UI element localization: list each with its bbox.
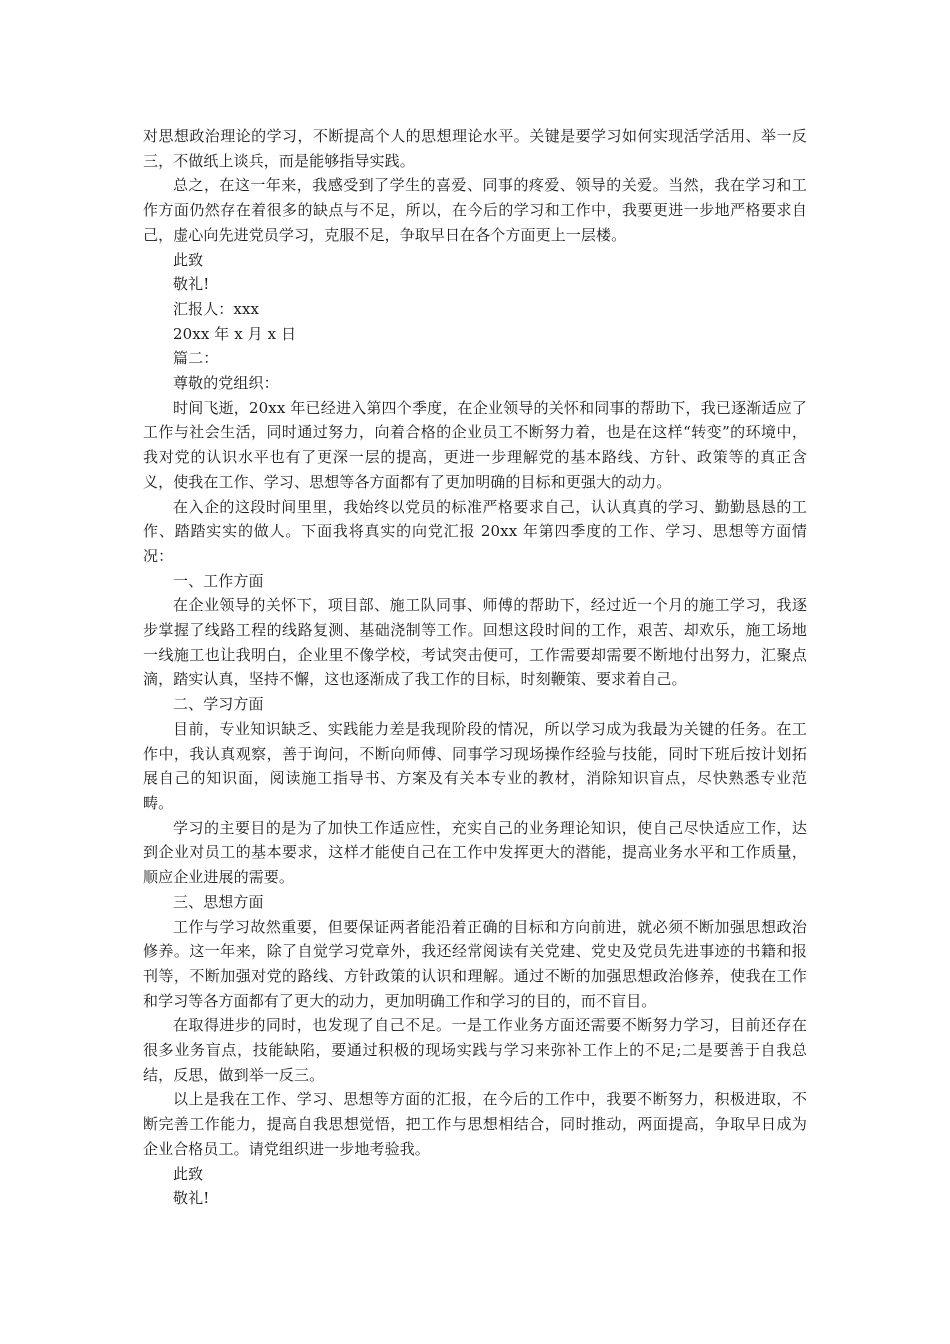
paragraph-0: 对思想政治理论的学习，不断提高个人的思想理论水平。关键是要学习如何实现活学活用、举一反三，不做纸上谈兵，而是能够指导实践。 bbox=[143, 127, 807, 170]
paragraph-10: 一、工作方面 bbox=[173, 571, 264, 590]
paragraph-17: 在取得进步的同时，也发现了自己不足。一是工作业务方面还需要不断努力学习，目前还存在很多业务盲点，技能缺陷，要通过积极的现场实践与学习来弥补工作上的不足;二是要善于自我总结，反思，做到举一反三。 bbox=[143, 1016, 807, 1084]
paragraph-3: 敬礼! bbox=[173, 275, 210, 294]
paragraph-8: 时间飞逝，20xx 年已经进入第四个季度，在企业领导的关怀和同事的帮助下，我已逐渐适应了工作与社会生活，同时通过努力，向着合格的企业员工不断努力着，也是在这样“转变”的环境中，我对党的认识水平也有了更深一层的提高，更进一步理解党的基本路线、方针、政策等的真正含义，使我在工作、学习、思想等各方面都有了更加明确的目标和更强大的动力。 bbox=[143, 398, 807, 491]
paragraph-1: 总之，在这一年来，我感受到了学生的喜爱、同事的疼爱、领导的关爱。当然，我在学习和工作方面仍然存在着很多的缺点与不足，所以，在今后的学习和工作中，我要更进一步地严格要求自己，虚心向先进党员学习，克服不足，争取早日在各个方面更上一层楼。 bbox=[143, 176, 807, 244]
paragraph-12: 二、学习方面 bbox=[173, 695, 264, 714]
paragraph-16: 工作与学习故然重要，但要保证两者能沿着正确的目标和方向前进，就必须不断加强思想政治修养。这一年来，除了自觉学习党章外，我还经常阅读有关党建、党史及党员先进事迹的书籍和报刊等，不断加强对党的路线、方针政策的认识和理解。通过不断的加强思想政治修养，使我在工作和学习等各方面都有了更大的动力，更加明确工作和学习的目的，而不盲目。 bbox=[143, 917, 807, 1010]
paragraph-7: 尊敬的党组织： bbox=[173, 374, 279, 393]
paragraph-6: 篇二： bbox=[173, 349, 219, 368]
paragraph-5: 20xx 年 x 月 x 日 bbox=[173, 324, 297, 343]
paragraph-14: 学习的主要目的是为了加快工作适应性，充实自己的业务理论知识，使自己尽快适应工作，达到企业对员工的基本要求，这样才能使自己在工作中发挥更大的潜能，提高业务水平和工作质量，顺应企业进展的需要。 bbox=[143, 818, 807, 887]
paragraph-19: 此致 bbox=[173, 1164, 204, 1183]
paragraph-20: 敬礼! bbox=[173, 1189, 210, 1208]
paragraph-4: 汇报人：xxx bbox=[173, 299, 260, 318]
paragraph-9: 在入企的这段时间里里，我始终以党员的标准严格要求自己，认认真真的学习、勤勤恳恳的工作、踏踏实实的做人。下面我将真实的向党汇报 20xx 年第四季度的工作、学习、思想等方面情况： bbox=[143, 497, 807, 565]
paragraph-15: 三、思想方面 bbox=[173, 892, 264, 911]
paragraph-2: 此致 bbox=[173, 250, 204, 269]
paragraph-11: 在企业领导的关怀下，项目部、施工队同事、师傅的帮助下，经过近一个月的施工学习，我逐步掌握了线路工程的线路复测、基础浇制等工作。回想这段时间的工作，艰苦、却欢乐，施工场地一线施工也让我明白，企业里不像学校，考试突击便可，工作需要却需要不断地付出努力，汇聚点滴，踏实认真，坚持不懈，这也逐渐成了我工作的目标，时刻鞭策、要求着自己。 bbox=[143, 596, 807, 689]
paragraph-13: 目前，专业知识缺乏、实践能力差是我现阶段的情况，所以学习成为我最为关键的任务。在工作中，我认真观察，善于询问，不断向师傅、同事学习现场操作经验与技能，同时下班后按计划拓展自己的知识面，阅读施工指导书、方案及有关本专业的教材，消除知识盲点，尽快熟悉专业范畴。 bbox=[143, 719, 807, 812]
paragraph-18: 以上是我在工作、学习、思想等方面的汇报，在今后的工作中，我要不断努力，积极进取，不断完善工作能力，提高自我思想觉悟，把工作与思想相结合，同时推动，两面提高，争取早日成为企业合格员工。请党组织进一步地考验我。 bbox=[143, 1090, 807, 1158]
document-body bbox=[143, 124, 807, 1211]
